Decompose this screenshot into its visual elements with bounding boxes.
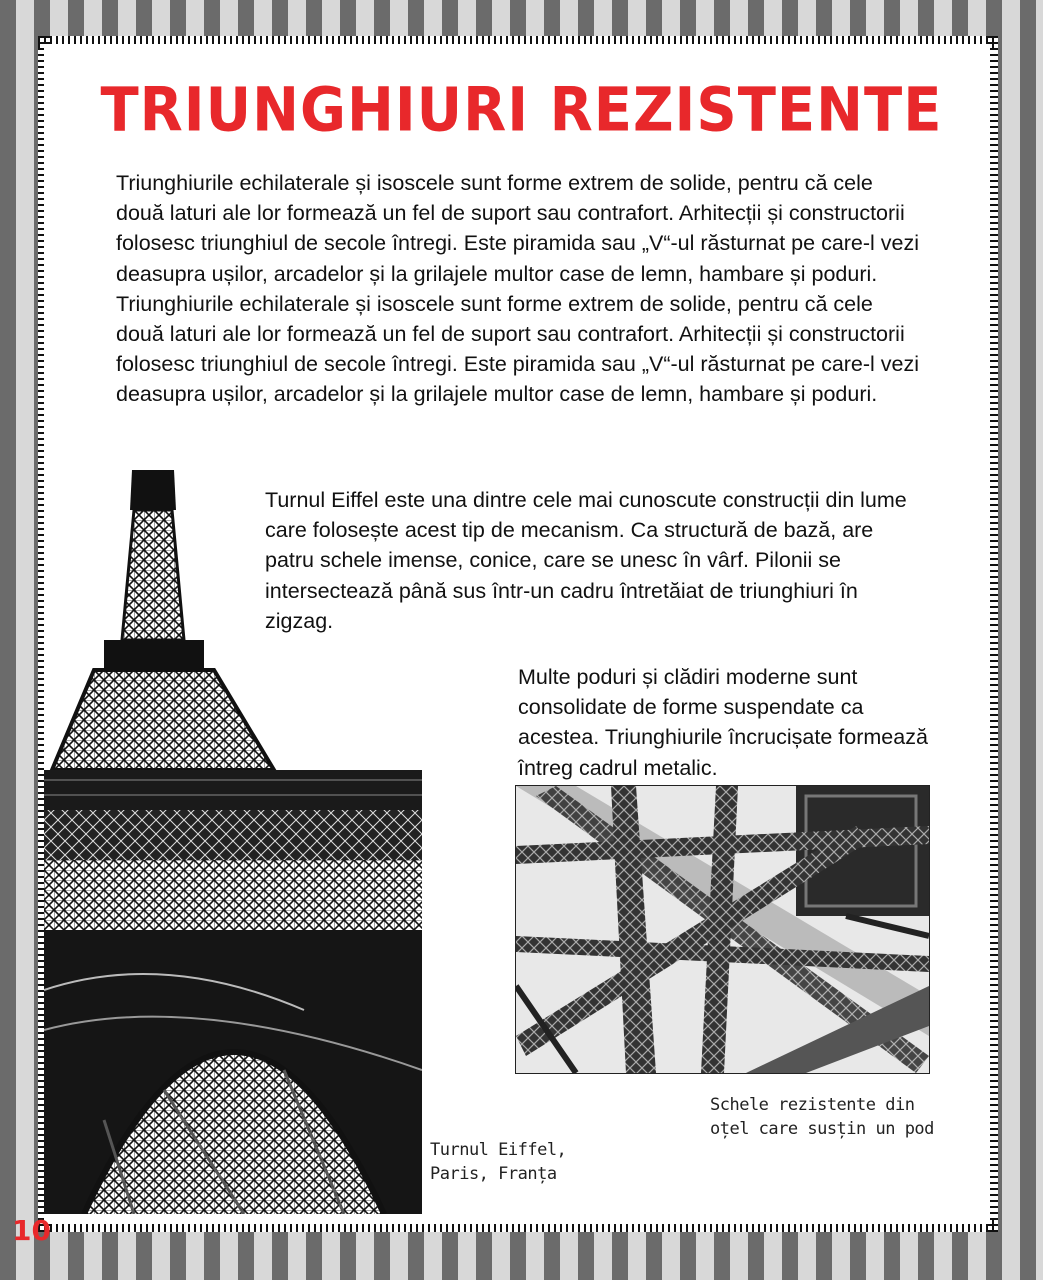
eiffel-paragraph: Turnul Eiffel este una dintre cele mai cunoscute construcții din lume care folosește acest tip de mecanism. Ca structură de bază, are patru schele imense, conice, care se unesc în vârf. Pilonii se intersectează până sus într-un cadru întretăiat de triunghiuri în zigzag.: [265, 488, 907, 633]
bridge-caption: Schele rezistente din oțel care susțin un pod: [710, 1095, 934, 1139]
page-title: TRIUNGHIURI REZISTENTE: [100, 75, 943, 146]
bridge-paragraph: Multe poduri și clădiri moderne sunt consolidate de forme suspendate ca acestea. Triunghiurile încrucișate formează întreg cadrul metalic.: [518, 665, 928, 780]
intro-paragraph: Triunghiurile echilaterale și isoscele sunt forme extrem de solide, pentru că cele două laturi ale lor formează un fel de suport sau contrafort. Arhitecții și constructorii folosesc triunghiul de secole întregi. Este piramida sau „V“-ul răsturnat pe care-l vezi deasupra ușilor, arcadelor și la grilajele multor case de lemn, hambare și poduri. Triunghiurile echilaterale și isoscele sunt forme extrem de solide, pentru că cele două laturi ale lor formează un fel de suport sau contrafort. Arhitecții și constructorii folosesc triunghiul de secole întregi. Este piramida sau „V“-ul răsturnat pe care-l vezi deasupra ușilor, arcadelor și la grilajele multor case de lemn, hambare și poduri.: [116, 171, 920, 407]
steel-bridge-photo: [515, 785, 930, 1074]
tower-caption: Turnul Eiffel, Paris, Franța: [430, 1140, 567, 1184]
page-number: 10: [12, 1214, 51, 1247]
